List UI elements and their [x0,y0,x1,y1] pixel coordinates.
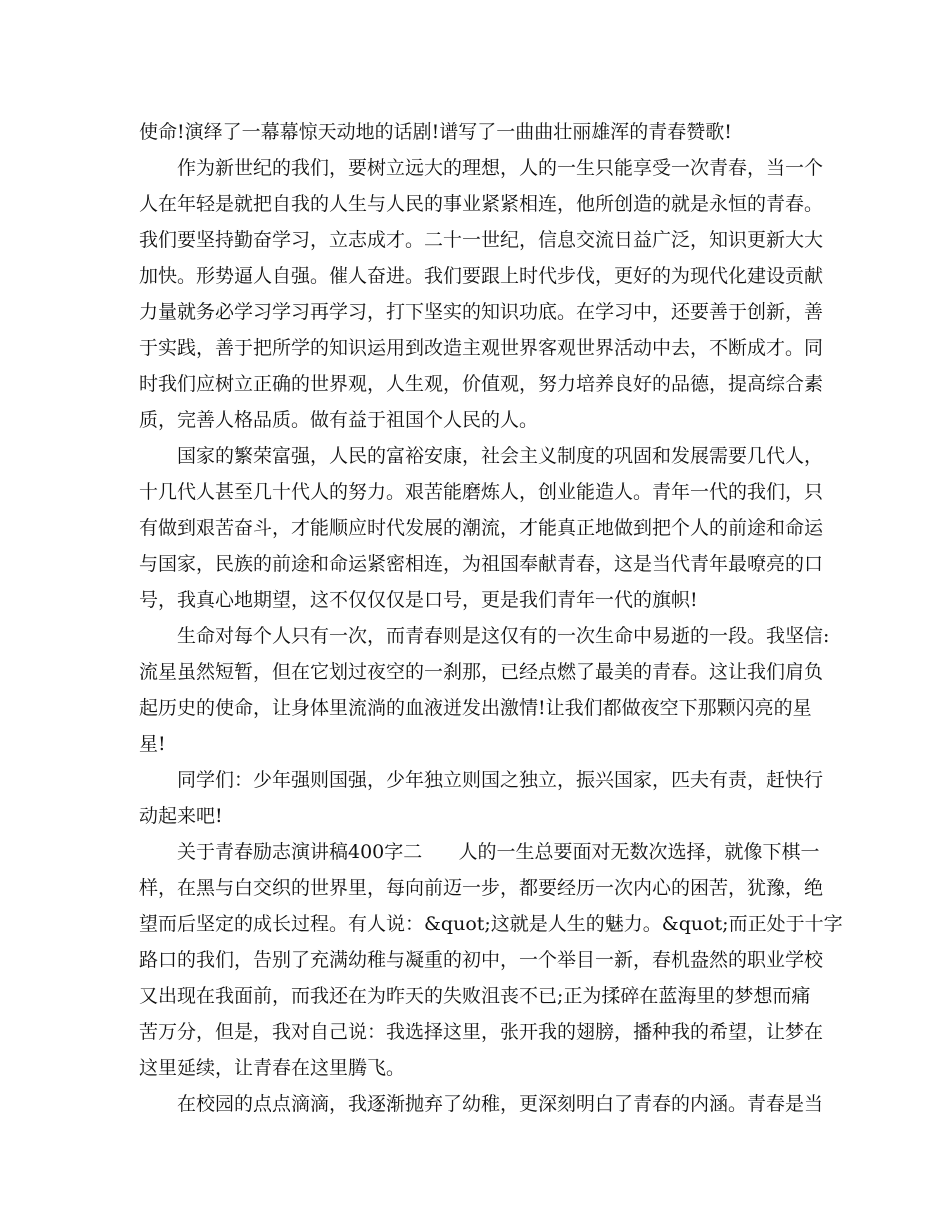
text-line: 动起来吧! [139,805,223,827]
text-line: 我们要坚持勤奋学习，立志成才。二十一世纪，信息交流日益广泛，知识更新大大 [139,229,824,251]
paragraph-start-line: 生命对每个人只有一次，而青春则是这仅有的一次生命中易逝的一段。我坚信: [177,625,830,647]
paragraph-start-line: 作为新世纪的我们，要树立远大的理想，人的一生只能享受一次青春，当一个 [177,157,824,179]
text-line: 于实践，善于把所学的知识运用到改造主观世界客观世界活动中去，不断成才。同 [139,337,824,359]
paragraph-start-line: 国家的繁荣富强，人民的富裕安康，社会主义制度的巩固和发展需要几代人， [177,445,824,467]
text-line: 力量就务必学习学习再学习，打下坚实的知识功底。在学习中，还要善于创新，善 [139,301,824,323]
text-line: 望而后坚定的成长过程。有人说：&quot;这就是人生的魅力。&quot;而正处于十字 [139,913,843,935]
text-line: 星! [139,733,166,755]
text-line: 样，在黑与白交织的世界里，每向前迈一步，都要经历一次内心的困苦，犹豫，绝 [139,877,824,899]
text-line: 有做到艰苦奋斗，才能顺应时代发展的潮流，才能真正地做到把个人的前途和命运 [139,517,824,539]
text-line: 起历史的使命，让身体里流淌的血液迸发出激情!让我们都做夜空下那颗闪亮的星 [139,697,812,719]
text-line: 流星虽然短暂，但在它划过夜空的一刹那，已经点燃了最美的青春。这让我们肩负 [139,661,824,683]
text-line: 与国家，民族的前途和命运紧密相连，为祖国奉献青春，这是当代青年最嘹亮的口 [139,553,824,575]
text-line: 号，我真心地期望，这不仅仅仅是口号，更是我们青年一代的旗帜! [139,589,698,611]
paragraph-start-line: 同学们：少年强则国强，少年独立则国之独立，振兴国家，匹夫有责，赶快行 [177,769,824,791]
text-line: 苦万分，但是，我对自己说：我选择这里，张开我的翅膀，播种我的希望，让梦在 [139,1021,824,1043]
text-line: 质，完善人格品质。做有益于祖国个人民的人。 [139,409,539,431]
text-line: 十几代人甚至几十代人的努力。艰苦能磨炼人，创业能造人。青年一代的我们，只 [139,481,824,503]
text-line: 这里延续，让青春在这里腾飞。 [139,1057,406,1079]
text-line: 又出现在我面前，而我还在为昨天的失败沮丧不已;正为揉碎在蓝海里的梦想而痛 [139,985,811,1007]
text-line: 使命!演绎了一幕幕惊天动地的话剧!谱写了一曲曲壮丽雄浑的青春赞歌! [139,121,732,143]
paragraph-start-line: 在校园的点点滴滴，我逐渐抛弃了幼稚，更深刻明白了青春的内涵。青春是当 [177,1093,824,1115]
text-line: 加快。形势逼人自强。催人奋进。我们要跟上时代步伐，更好的为现代化建设贡献 [139,265,824,287]
text-line: 时我们应树立正确的世界观，人生观，价值观，努力培养良好的品德，提高综合素 [139,373,824,395]
text-line: 路口的我们，告别了充满幼稚与凝重的初中，一个举目一新，春机盎然的职业学校 [139,949,824,971]
section-heading-line: 关于青春励志演讲稿400字二 人的一生总要面对无数次选择，就像下棋一 [177,841,820,863]
text-line: 人在年轻是就把自我的人生与人民的事业紧紧相连，他所创造的就是永恒的青春。 [139,193,824,215]
